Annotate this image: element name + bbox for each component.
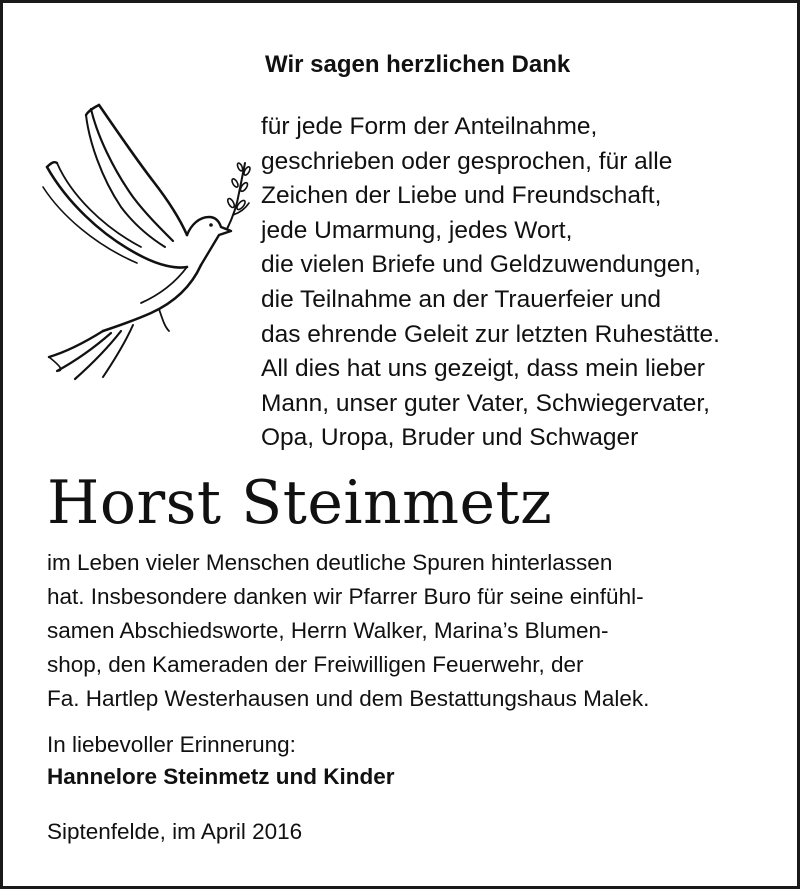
gratitude-line: die Teilnahme an der Trauerfeier und [261, 285, 661, 313]
gratitude-line: jede Umarmung, jedes Wort, [261, 216, 573, 244]
gratitude-text [261, 110, 720, 456]
closing-phrase: In liebevoller Erinnerung: [47, 732, 296, 757]
acknowledgement-text [47, 546, 649, 716]
gratitude-line: das ehrende Geleit zur letzten Ruhestätte. [261, 320, 720, 348]
gratitude-line: All dies hat uns gezeigt, dass mein lieber [261, 355, 705, 383]
place-and-date: Siptenfelde, im April 2016 [47, 819, 303, 844]
acknowledgement-line: hat. Insbesondere danken wir Pfarrer Buro für seine einfühl- [47, 584, 644, 609]
gratitude-line: Zeichen der Liebe und Freundschaft, [261, 182, 662, 210]
acknowledgement-line: im Leben vieler Menschen deutliche Spuren hinterlassen [47, 550, 613, 575]
deceased-name: Horst Steinmetz [47, 468, 553, 538]
family-signature: Hannelore Steinmetz und Kinder [47, 764, 395, 789]
dove-icon [41, 95, 253, 385]
gratitude-line: geschrieben oder gesprochen, für alle [261, 147, 673, 175]
gratitude-line: die vielen Briefe und Geldzuwendungen, [261, 251, 701, 279]
acknowledgement-line: samen Abschiedsworte, Herrn Walker, Marina’s Blumen- [47, 618, 609, 643]
gratitude-line: Opa, Uropa, Bruder und Schwager [261, 424, 639, 452]
acknowledgement-line: Fa. Hartlep Westerhausen und dem Bestattungshaus Malek. [47, 686, 650, 711]
gratitude-line: Mann, unser guter Vater, Schwiegervater, [261, 389, 710, 417]
gratitude-line: für jede Form der Anteilnahme, [261, 113, 598, 140]
acknowledgement-line: shop, den Kameraden der Freiwilligen Feuerwehr, der [47, 652, 584, 677]
notice-heading: Wir sagen herzlichen Dank [265, 51, 571, 78]
